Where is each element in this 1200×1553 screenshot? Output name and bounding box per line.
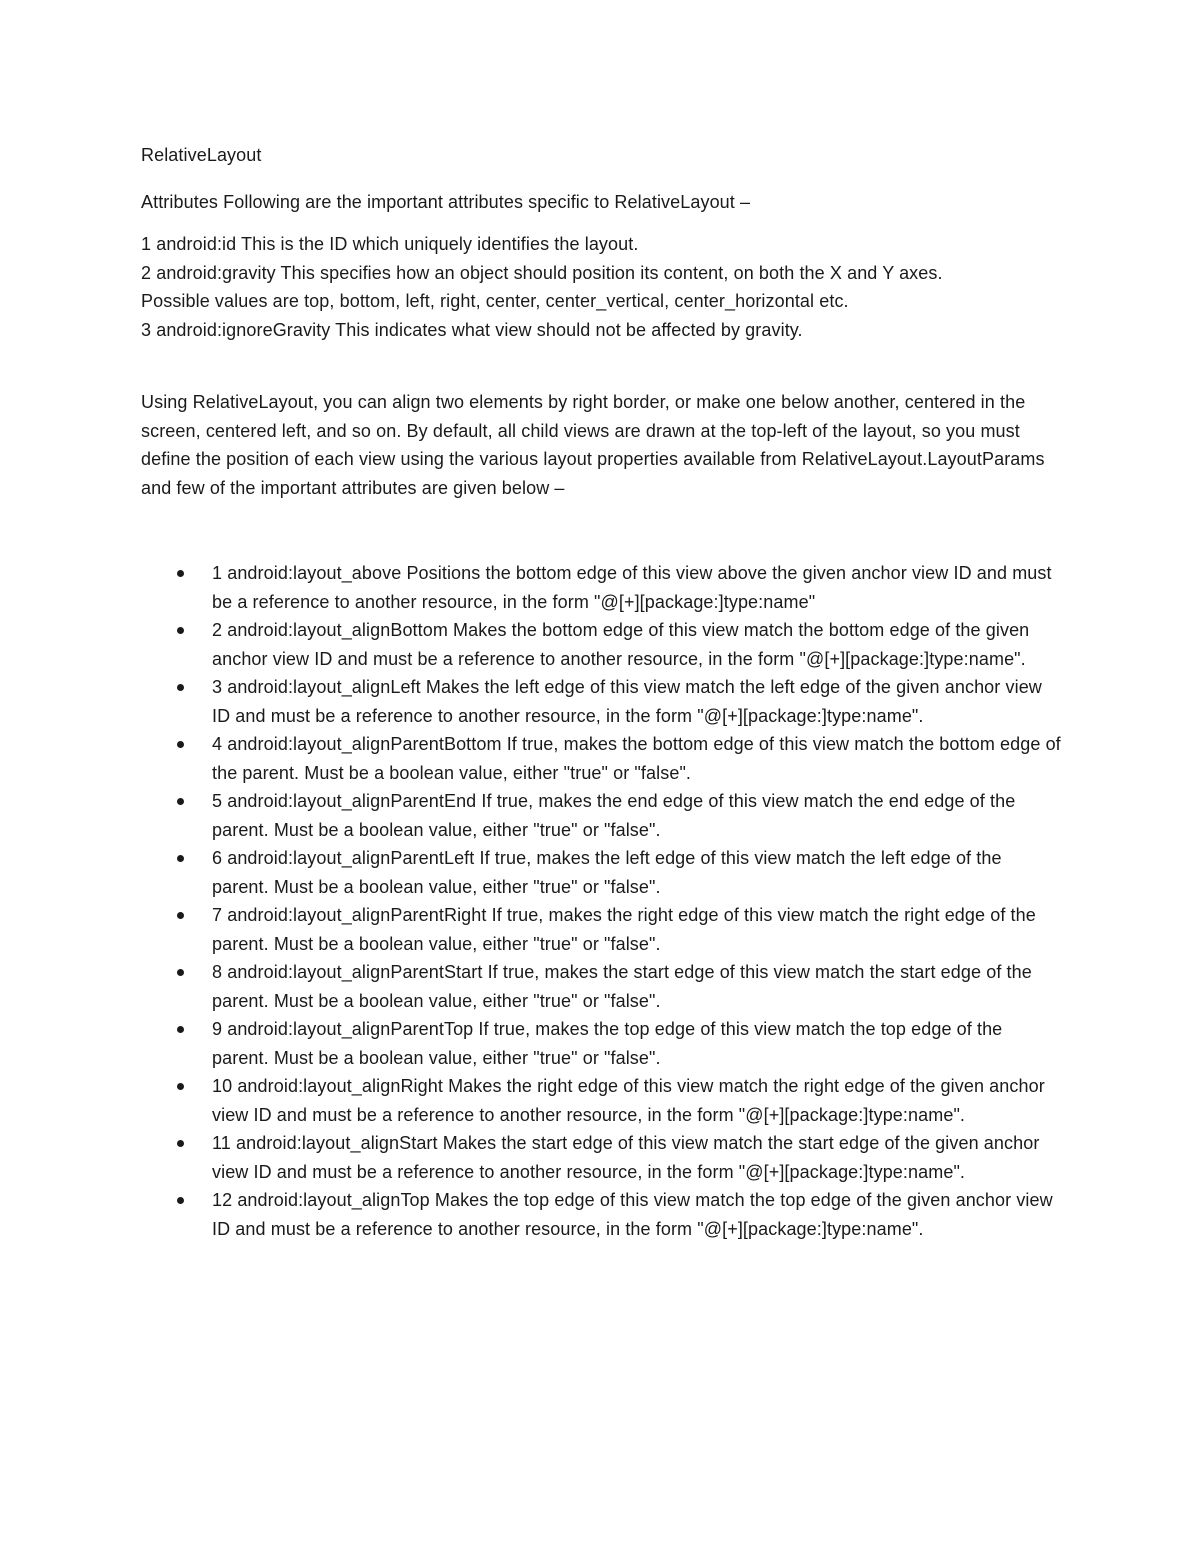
list-item-text: 8 android:layout_alignParentStart If true, makes the start edge of this view match the start edge of the parent. Must be a boolean value, either "true" or "false". [212,962,1032,1011]
list-item [141,901,1061,958]
list-item [141,730,1061,787]
bullet-icon [177,1197,184,1204]
bullet-icon [177,1026,184,1033]
list-item [141,844,1061,901]
bullet-icon [177,912,184,919]
spacer [141,502,1061,559]
body-paragraph: Using RelativeLayout, you can align two elements by right border, or make one below another, centered in the screen, centered left, and so on. By default, all child views are drawn at the top-left of the layout, so you must define the position of each view using the various layout properties available from RelativeLayout.LayoutParams and few of the important attributes are given below – [141,392,1045,498]
bullet-icon [177,798,184,805]
bullet-icon [177,741,184,748]
list-item-text: 6 android:layout_alignParentLeft If true, makes the left edge of this view match the left edge of the parent. Must be a boolean value, either "true" or "false". [212,848,1002,897]
list-item-text: 11 android:layout_alignStart Makes the start edge of this view match the start edge of the given anchor view ID and must be a reference to another resource, in the form "@[+][package:]type:name". [212,1133,1040,1182]
list-item [141,1186,1061,1243]
list-item [141,958,1061,1015]
list-item [141,673,1061,730]
document-body [141,141,1061,1243]
list-item [141,1129,1061,1186]
bullet-icon [177,969,184,976]
list-item [141,1015,1061,1072]
spacer [141,344,1061,388]
bullet-icon [177,855,184,862]
attribute-line: 1 android:id This is the ID which uniquely identifies the layout. [141,234,639,254]
attributes-list [141,230,1061,344]
list-item-text: 1 android:layout_above Positions the bottom edge of this view above the given anchor view ID and must be a reference to another resource, in the form "@[+][package:]type:name" [212,563,1052,612]
list-item-text: 4 android:layout_alignParentBottom If true, makes the bottom edge of this view match the bottom edge of the parent. Must be a boolean value, either "true" or "false". [212,734,1061,783]
list-item-text: 2 android:layout_alignBottom Makes the bottom edge of this view match the bottom edge of the given anchor view ID and must be a reference to another resource, in the form "@[+][package:]type:name". [212,620,1030,669]
layout-params-list [141,559,1061,1243]
bullet-icon [177,684,184,691]
list-item-text: 12 android:layout_alignTop Makes the top edge of this view match the top edge of the given anchor view ID and must be a reference to another resource, in the form "@[+][package:]type:name". [212,1190,1053,1239]
list-item [141,616,1061,673]
attributes-intro: Attributes Following are the important attributes specific to RelativeLayout – [141,191,751,212]
list-item-text: 3 android:layout_alignLeft Makes the left edge of this view match the left edge of the given anchor view ID and must be a reference to another resource, in the form "@[+][package:]type:name". [212,677,1042,726]
attribute-line: Possible values are top, bottom, left, right, center, center_vertical, center_horizontal etc. [141,291,849,311]
list-item [141,787,1061,844]
list-item-text: 7 android:layout_alignParentRight If true, makes the right edge of this view match the right edge of the parent. Must be a boolean value, either "true" or "false". [212,905,1036,954]
list-item-text: 10 android:layout_alignRight Makes the right edge of this view match the right edge of the given anchor view ID and must be a reference to another resource, in the form "@[+][package:]type:name". [212,1076,1045,1125]
attribute-line: 2 android:gravity This specifies how an object should position its content, on both the X and Y axes. [141,262,943,283]
bullet-icon [177,570,184,577]
attribute-line: 3 android:ignoreGravity This indicates what view should not be affected by gravity. [141,319,803,340]
list-item-text: 5 android:layout_alignParentEnd If true, makes the end edge of this view match the end edge of the parent. Must be a boolean value, either "true" or "false". [212,791,1016,840]
list-item-text: 9 android:layout_alignParentTop If true, makes the top edge of this view match the top edge of the parent. Must be a boolean value, either "true" or "false". [212,1019,1003,1068]
page-title: RelativeLayout [141,145,262,165]
list-item [141,559,1061,616]
bullet-icon [177,627,184,634]
list-item [141,1072,1061,1129]
bullet-icon [177,1083,184,1090]
bullet-icon [177,1140,184,1147]
